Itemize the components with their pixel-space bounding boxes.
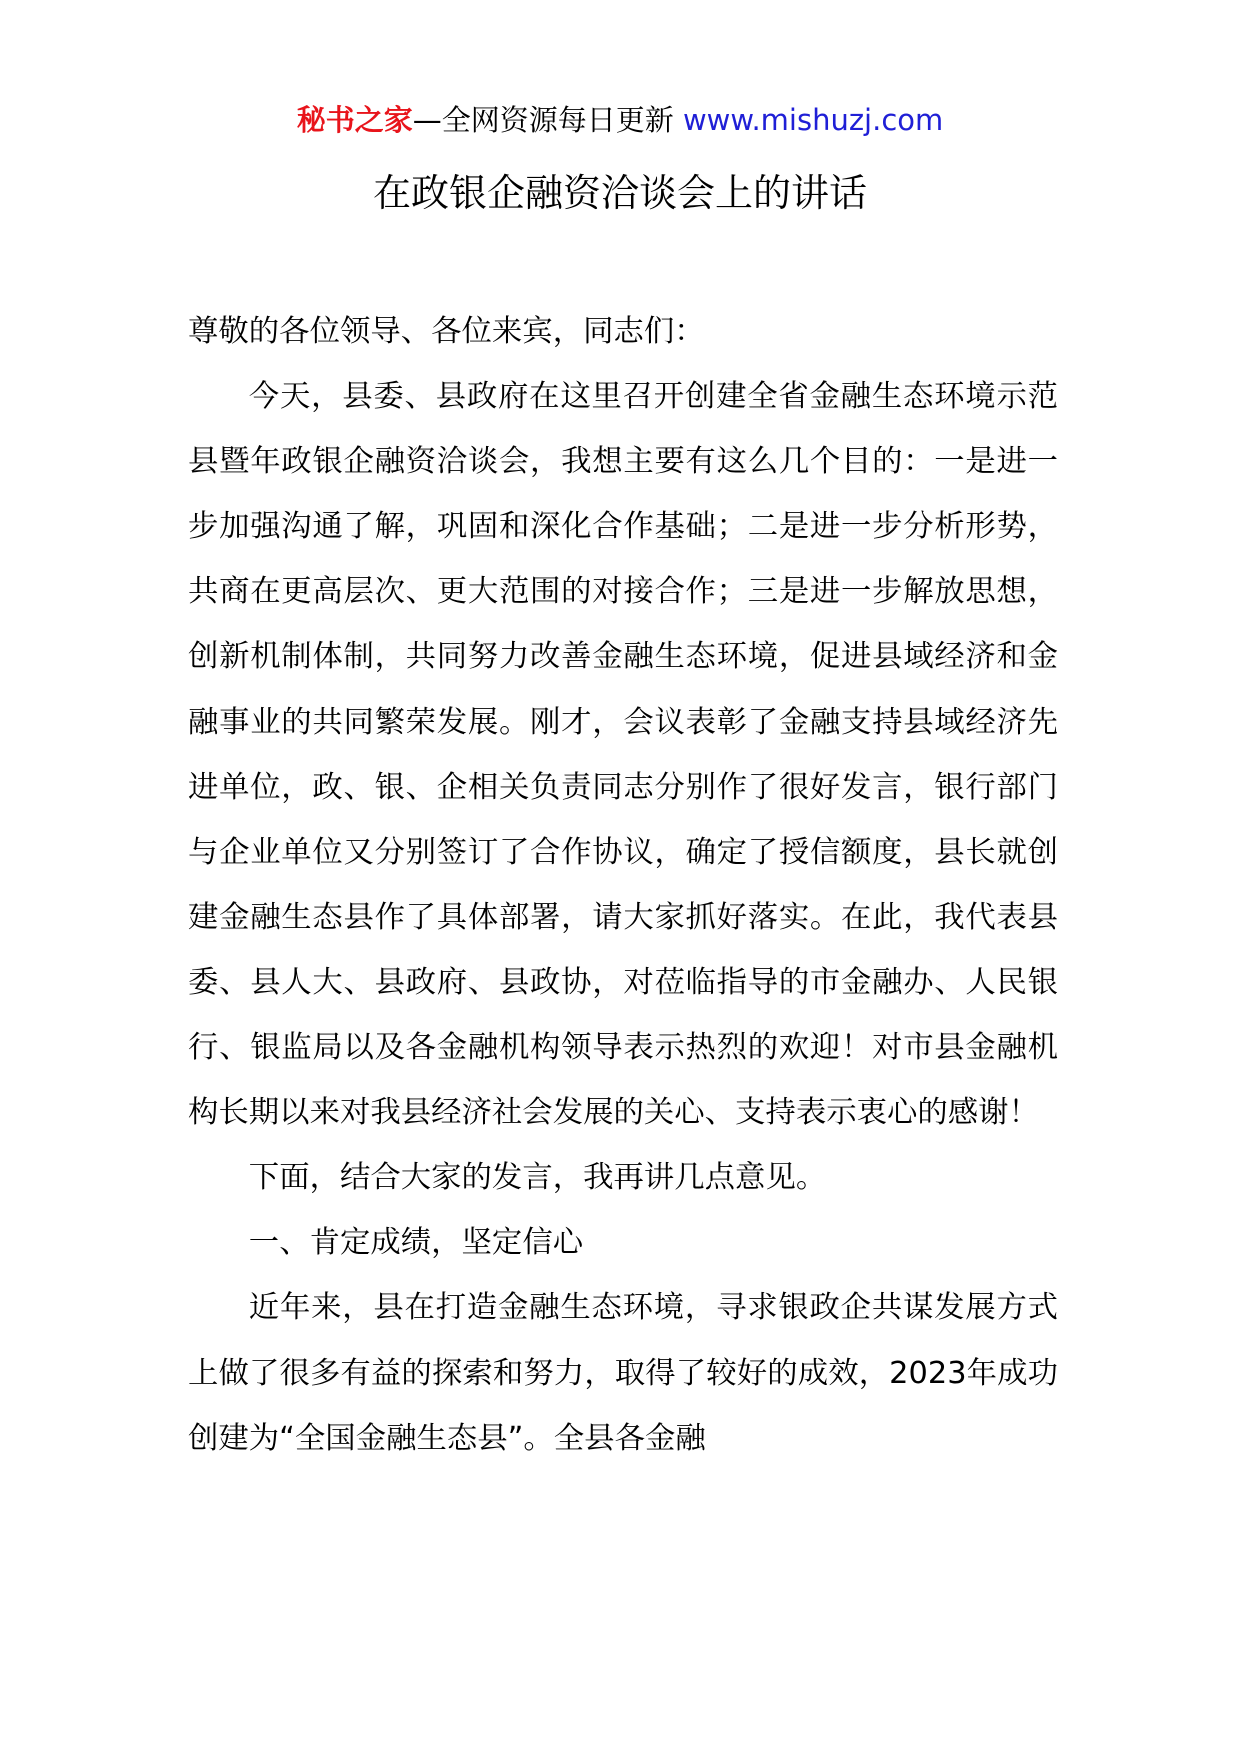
site-brand[interactable]: 秘书之家 [296,103,413,137]
paragraph-achievements: 近年来，县在打造金融生态环境，寻求银政企共谋发展方式上做了很多有益的探索和努力，取得了较好的成效，2023年成功创建为“全国金融生态县”。全县各金融 [188,1290,1058,1456]
site-slogan: —全网资源每日更新 [412,103,674,137]
salutation: 尊敬的各位领导、各位来宾，同志们： [188,314,705,349]
document-body [188,299,1058,1471]
site-url-link[interactable]: www.mishuzj.com [682,103,944,137]
paragraph-intro: 今天，县委、县政府在这里召开创建全省金融生态环境示范县暨年政银企融资洽谈会，我想主要有这么几个目的：一是进一步加强沟通了解，巩固和深化合作基础；二是进一步分析形势，共商在更高层次、更大范围的对接合作；三是进一步解放思想，创新机制体制，共同努力改善金融生态环境，促进县域经济和金融事业的共同繁荣发展。刚才，会议表彰了金融支持县域经济先进单位，政、银、企相关负责同志分别作了很好发言，银行部门与企业单位又分别签订了合作协议，确定了授信额度，县长就创建金融生态县作了具体部署，请大家抓好落实。在此，我代表县委、县人大、县政府、县政协，对莅临指导的市金融办、人民银行、银监局以及各金融机构领导表示热烈的欢迎！对市县金融机构长期以来对我县经济社会发展的关心、支持表示衷心的感谢！ [188,379,1058,1131]
document-title: 在政银企融资洽谈会上的讲话 [372,171,867,215]
paragraph-transition: 下面，结合大家的发言，我再讲几点意见。 [248,1160,827,1196]
site-header [0,100,1240,140]
section-heading-1: 一、肯定成绩，坚定信心 [248,1225,584,1261]
